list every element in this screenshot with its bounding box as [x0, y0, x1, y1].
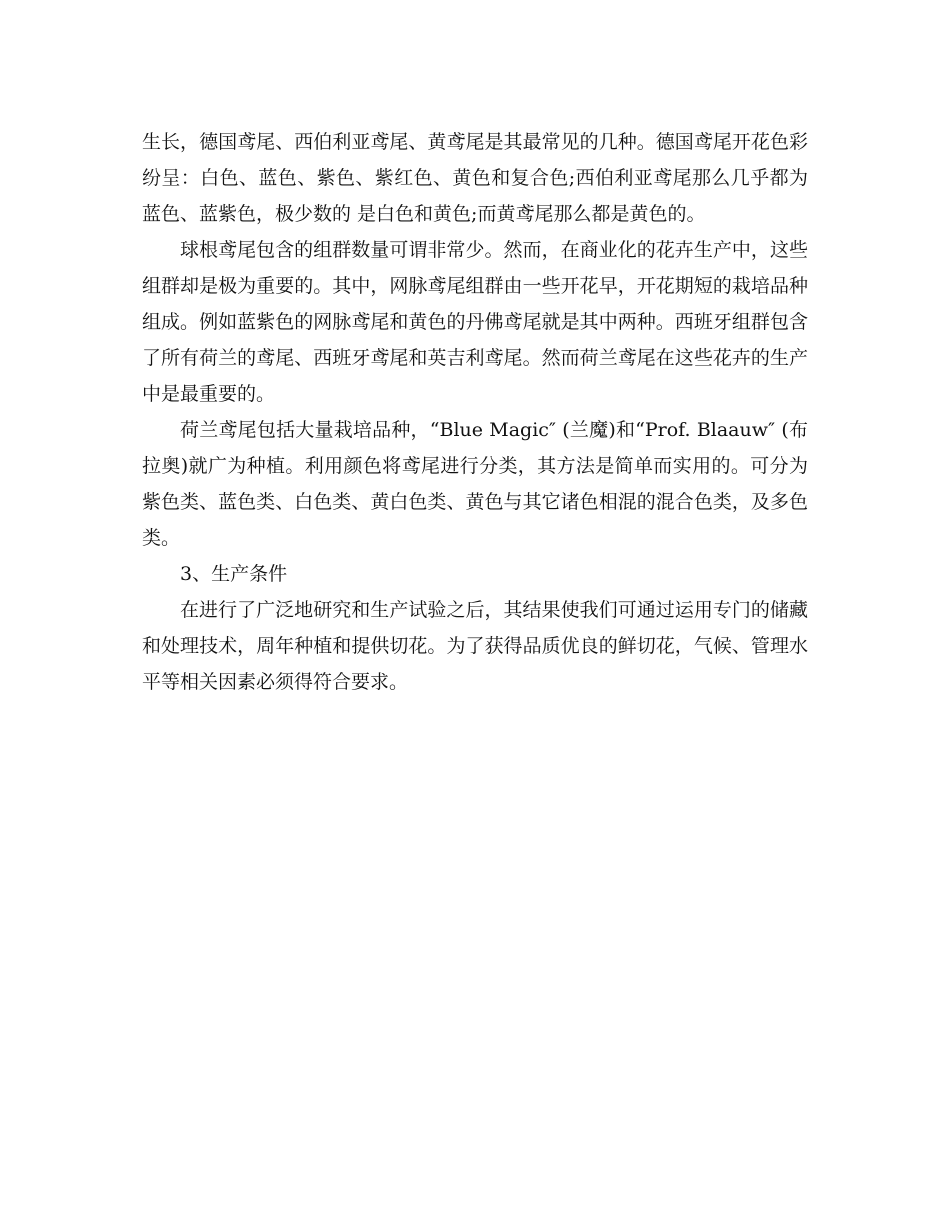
paragraph-bulb-iris: 球根鸢尾包含的组群数量可谓非常少。然而，在商业化的花卉生产中，这些组群却是极为重要的。其中，网脉鸢尾组群由一些开花早，开花期短的栽培品种组成。例如蓝紫色的网脉鸢尾和黄色的丹佛鸢尾就是其中两种。西班牙组群包含了所有荷兰的鸢尾、西班牙鸢尾和英吉利鸢尾。然而荷兰鸢尾在这些花卉的生产中是最重要的。: [142, 239, 808, 405]
document-body: [142, 124, 808, 700]
paragraph-production: 在进行了广泛地研究和生产试验之后，其结果使我们可通过运用专门的储藏和处理技术，周年种植和提供切花。为了获得品质优良的鲜切花，气候、管理水平等相关因素必须得符合要求。: [142, 599, 808, 693]
section-heading-production-conditions: 3、生产条件: [180, 563, 288, 585]
paragraph-continuation: 生长，德国鸢尾、西伯利亚鸢尾、黄鸢尾是其最常见的几种。德国鸢尾开花色彩纷呈：白色、蓝色、紫色、紫红色、黄色和复合色;西伯利亚鸢尾那么几乎都为蓝色、蓝紫色，极少数的 是白色和黄色;而黄鸢尾那么都是黄色的。: [142, 131, 808, 225]
paragraph-dutch-iris: 荷兰鸢尾包括大量栽培品种，“Blue Magic″ (兰魔)和“Prof. Blaauw″ (布拉奥)就广为种植。利用颜色将鸢尾进行分类，其方法是简单而实用的。可分为紫色类、蓝色类、白色类、黄白色类、黄色与其它诸色相混的混合色类，及多色类。: [142, 419, 808, 549]
